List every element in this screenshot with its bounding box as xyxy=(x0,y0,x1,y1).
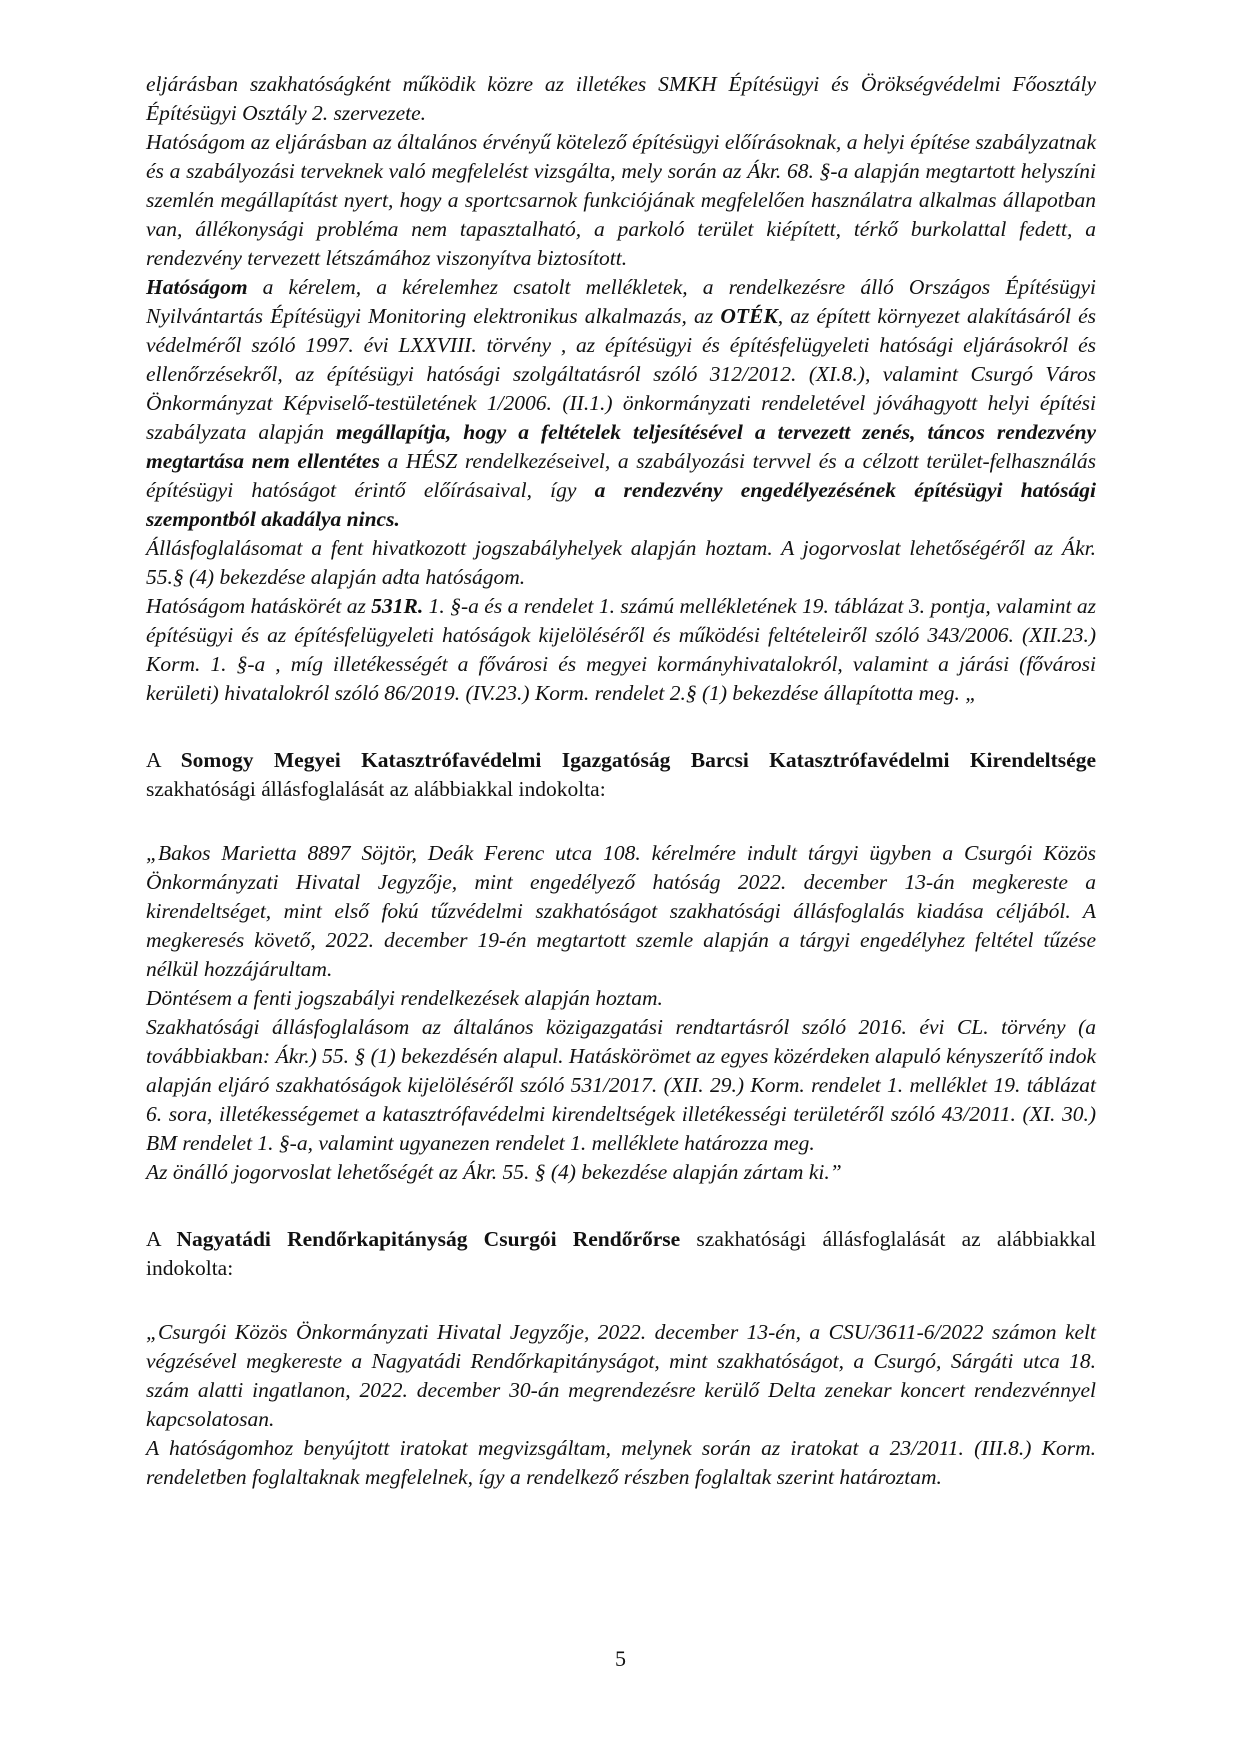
smkh-bold-conclusion: a rendezvény engedélyezésének építésügyi hatósági szempontból akadálya nincs. xyxy=(146,478,1096,531)
smkh-bold-regulation: 531R. xyxy=(371,594,424,618)
rendorseg-paragraph-1: „Csurgói Közös Önkormányzati Hivatal Jegyzője, 2022. december 13-én, a CSU/3611-6/2022 számon kelt végzésével megkereste a Nagyatádi Rendőrkapitányságot, mint szakhatóságot, a Csurgó, Sárgáti utca 18. szám alatti ingatlanon, 2022. december 30-án megrendezésre kerülő Delta zenekar koncert rendezvénnyel kapcsolatosan. xyxy=(146,1320,1096,1431)
smkh-bold-otek: OTÉK xyxy=(720,304,778,328)
intro-suffix: szakhatósági állásfoglalását az alábbiakkal indokolta: xyxy=(146,1227,1096,1280)
smkh-bold-finding: megállapítja, hogy a feltételek teljesítésével a tervezett zenés, táncos rendezvény megtartása nem ellentétes xyxy=(146,420,1096,473)
document-page xyxy=(146,70,1096,1492)
katasztrofavedelem-paragraph-1: „Bakos Marietta 8897 Söjtör, Deák Ferenc utca 108. kérelmére indult tárgyi ügyben a Csurgói Közös Önkormányzati Hivatal Jegyzője, mint engedélyező hatóság 2022. december 13-án megkereste a kirendeltséget, mint első fokú tűzvédelmi szakhatóságot szakhatósági állásfoglalás kiadása céljából. A megkeresés követő, 2022. december 19-én megtartott szemle alapján a tárgyi engedélyhez feltétel tűzése nélkül hozzájárultam. xyxy=(146,841,1096,981)
intro-prefix: A xyxy=(146,1227,177,1251)
smkh-text: Hatóságom hatáskörét az xyxy=(146,594,372,618)
katasztrofavedelem-paragraph-4: Az önálló jogorvoslat lehetőségét az Ákr. 55. § (4) bekezdése alapján zártam ki.” xyxy=(146,1160,842,1184)
smkh-paragraph-1: eljárásban szakhatóságként működik közre az illetékes SMKH Építésügyi és Örökségvédelmi Főosztály Építésügyi Osztály 2. szervezete. xyxy=(146,72,1096,125)
katasztrofavedelem-quote xyxy=(146,839,1096,1187)
katasztrofavedelem-paragraph-2: Döntésem a fenti jogszabályi rendelkezések alapján hoztam. xyxy=(146,986,663,1010)
authority-name: Nagyatádi Rendőrkapitányság Csurgói Rendőrőrse xyxy=(176,1227,681,1251)
rendorseg-intro xyxy=(146,1225,1096,1283)
intro-suffix: szakhatósági állásfoglalását az alábbiakkal indokolta: xyxy=(146,777,606,801)
intro-prefix: A xyxy=(146,748,181,772)
katasztrofavedelem-intro xyxy=(146,746,1096,804)
rendorseg-paragraph-2: A hatóságomhoz benyújtott iratokat megvizsgáltam, melynek során az iratokat a 23/2011. (III.8.) Korm. rendeletben foglaltaknak megfelelnek, így a rendelkező részben foglaltak szerint határoztam. xyxy=(146,1436,1096,1489)
smkh-paragraph-3 xyxy=(146,273,1096,534)
smkh-bold-authority: Hatóságom xyxy=(146,275,248,299)
smkh-text: , az épített környezet alakításáról és védelméről szóló 1997. évi LXXVIII. törvény , az építésügyi és építésfelügyeleti hatósági eljárásokról és ellenőrzésekről, az építésügyi hatósági szolgáltatásról szóló 312/2012. (XI.8.), valamint Csurgó Város Önkormányzat Képviselő-testületének 1/2006. (II.1.) önkormányzati rendeletével jóváhagyott helyi építési szabályzata alapján xyxy=(146,304,1096,444)
smkh-text: 1. §-a és a rendelet 1. számú mellékletének 19. táblázat 3. pontja, valamint az építésügyi és az építésfelügyeleti hatóságok kijelöléséről és működési feltételeiről szóló 343/2006. (XII.23.) Korm. 1. §-a , míg illetékességét a fővárosi és megyei kormányhivatalokról, valamint a járási (fővárosi kerületi) hivatalokról szóló 86/2019. (IV.23.) Korm. rendelet 2.§ (1) bekezdése állapította meg. „ xyxy=(146,594,1096,705)
page-number: 5 xyxy=(615,1646,626,1671)
smkh-paragraph-4: Állásfoglalásomat a fent hivatkozott jogszabályhelyek alapján hoztam. A jogorvoslat lehetőségéről az Ákr. 55.§ (4) bekezdése alapján adta hatóságom. xyxy=(146,536,1096,589)
smkh-paragraph-5 xyxy=(146,592,1096,708)
smkh-text: a HÉSZ rendelkezéseivel, a szabályozási tervvel és a célzott terület-felhasználás építésügyi hatóságot érintő előírásaival, így xyxy=(146,449,1096,502)
smkh-quote xyxy=(146,70,1096,708)
smkh-text: a kérelem, a kérelemhez csatolt mellékletek, a rendelkezésre álló Országos Építésügyi Nyilvántartás Építésügyi Monitoring elektronikus alkalmazás, az xyxy=(146,275,1096,328)
authority-name: Somogy Megyei Katasztrófavédelmi Igazgatóság Barcsi Katasztrófavédelmi Kirendeltsége xyxy=(180,748,1097,772)
katasztrofavedelem-paragraph-3: Szakhatósági állásfoglalásom az általános közigazgatási rendtartásról szóló 2016. évi CL. törvény (a továbbiakban: Ákr.) 55. § (1) bekezdésén alapul. Hatáskörömet az egyes közérdeken alapuló kényszerítő indok alapján eljáró szakhatóságok kijelöléséről szóló 531/2017. (XII. 29.) Korm. rendelet 1. melléklet 19. táblázat 6. sora, illetékességemet a katasztrófavédelmi kirendeltségek illetékességi területéről szóló 43/2011. (XI. 30.) BM rendelet 1. §-a, valamint ugyanezen rendelet 1. melléklete határozza meg. xyxy=(146,1015,1096,1155)
rendorseg-quote xyxy=(146,1318,1096,1492)
smkh-paragraph-2: Hatóságom az eljárásban az általános érvényű kötelező építésügyi előírásoknak, a helyi építése szabályzatnak és a szabályozási terveknek való megfelelést vizsgálta, mely során az Ákr. 68. §-a alapján megtartott helyszíni szemlén megállapítást nyert, hogy a sportcsarnok funkciójának megfelelően használatra alkalmas állapotban van, állékonysági probléma nem tapasztalható, a parkoló terület kiépített, térkő burkolattal fedett, a rendezvény tervezett létszámához viszonyítva biztosított. xyxy=(146,130,1096,270)
